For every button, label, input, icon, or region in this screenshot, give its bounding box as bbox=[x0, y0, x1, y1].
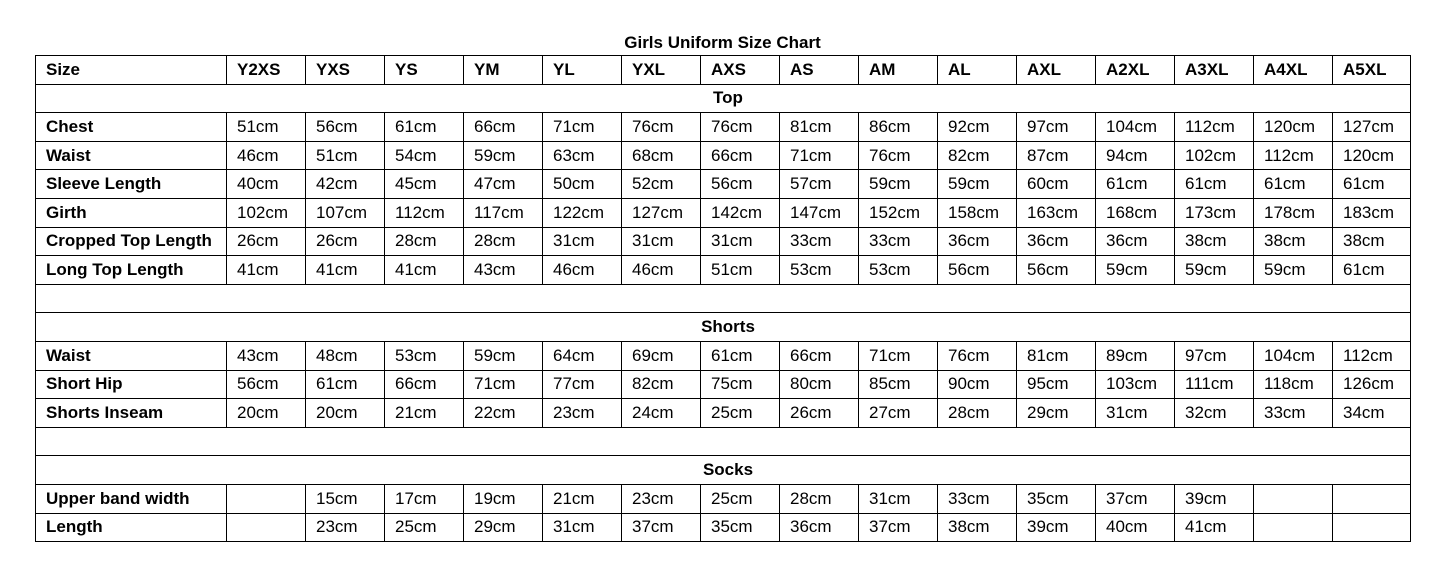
measurement-cell: 77cm bbox=[543, 370, 622, 399]
measurement-cell: 38cm bbox=[1175, 227, 1254, 256]
blank-cell bbox=[36, 284, 1411, 313]
measurement-cell: 50cm bbox=[543, 170, 622, 199]
measurement-cell: 27cm bbox=[859, 399, 938, 428]
measurement-cell: 28cm bbox=[780, 484, 859, 513]
size-chart-table bbox=[35, 55, 1411, 542]
measurement-cell: 36cm bbox=[780, 513, 859, 542]
blank-cell bbox=[36, 427, 1411, 456]
measurement-cell: 104cm bbox=[1254, 341, 1333, 370]
measurement-cell: 76cm bbox=[938, 341, 1017, 370]
measurement-cell: 76cm bbox=[622, 113, 701, 142]
measurement-cell bbox=[1254, 484, 1333, 513]
measurement-cell: 33cm bbox=[780, 227, 859, 256]
header-row bbox=[36, 56, 1411, 85]
measurement-cell: 95cm bbox=[1017, 370, 1096, 399]
size-header-cell: AXL bbox=[1017, 56, 1096, 85]
measurement-cell: 37cm bbox=[622, 513, 701, 542]
measurement-cell: 25cm bbox=[701, 484, 780, 513]
measurement-cell: 37cm bbox=[859, 513, 938, 542]
measurement-cell: 20cm bbox=[306, 399, 385, 428]
measurement-cell: 59cm bbox=[859, 170, 938, 199]
measurement-cell: 40cm bbox=[1096, 513, 1175, 542]
table-row bbox=[36, 370, 1411, 399]
measurement-cell: 41cm bbox=[1175, 513, 1254, 542]
measurement-cell: 61cm bbox=[1333, 170, 1411, 199]
measurement-cell: 71cm bbox=[543, 113, 622, 142]
measurement-cell: 22cm bbox=[464, 399, 543, 428]
measurement-cell: 120cm bbox=[1254, 113, 1333, 142]
measurement-cell: 68cm bbox=[622, 141, 701, 170]
measurement-cell: 76cm bbox=[859, 141, 938, 170]
measurement-cell: 66cm bbox=[464, 113, 543, 142]
table-row bbox=[36, 113, 1411, 142]
size-header-cell: A5XL bbox=[1333, 56, 1411, 85]
size-header-cell: YM bbox=[464, 56, 543, 85]
measurement-cell: 29cm bbox=[1017, 399, 1096, 428]
section-title: Top bbox=[36, 84, 1411, 113]
size-header-cell: YXS bbox=[306, 56, 385, 85]
measurement-cell: 64cm bbox=[543, 341, 622, 370]
section-title: Socks bbox=[36, 456, 1411, 485]
measurement-cell: 19cm bbox=[464, 484, 543, 513]
measurement-cell: 17cm bbox=[385, 484, 464, 513]
measurement-cell: 81cm bbox=[1017, 341, 1096, 370]
measurement-cell: 82cm bbox=[938, 141, 1017, 170]
measurement-cell: 32cm bbox=[1175, 399, 1254, 428]
measurement-cell: 43cm bbox=[227, 341, 306, 370]
measurement-cell: 56cm bbox=[306, 113, 385, 142]
measurement-cell: 127cm bbox=[1333, 113, 1411, 142]
measurement-cell: 142cm bbox=[701, 198, 780, 227]
measurement-cell: 75cm bbox=[701, 370, 780, 399]
table-row bbox=[36, 513, 1411, 542]
measurement-cell: 34cm bbox=[1333, 399, 1411, 428]
measurement-cell: 36cm bbox=[938, 227, 1017, 256]
measurement-cell: 127cm bbox=[622, 198, 701, 227]
measurement-cell: 112cm bbox=[1333, 341, 1411, 370]
measurement-cell bbox=[1333, 513, 1411, 542]
row-label: Waist bbox=[36, 141, 227, 170]
section-row bbox=[36, 456, 1411, 485]
measurement-cell: 102cm bbox=[227, 198, 306, 227]
measurement-cell: 57cm bbox=[780, 170, 859, 199]
measurement-cell: 21cm bbox=[385, 399, 464, 428]
measurement-cell: 36cm bbox=[1096, 227, 1175, 256]
size-header-cell: AS bbox=[780, 56, 859, 85]
size-header-cell: A4XL bbox=[1254, 56, 1333, 85]
measurement-cell: 97cm bbox=[1017, 113, 1096, 142]
measurement-cell: 31cm bbox=[543, 513, 622, 542]
size-header-cell: Y2XS bbox=[227, 56, 306, 85]
blank-row bbox=[36, 284, 1411, 313]
measurement-cell: 51cm bbox=[227, 113, 306, 142]
measurement-cell: 15cm bbox=[306, 484, 385, 513]
measurement-cell: 69cm bbox=[622, 341, 701, 370]
measurement-cell: 85cm bbox=[859, 370, 938, 399]
measurement-cell: 33cm bbox=[938, 484, 1017, 513]
measurement-cell: 41cm bbox=[306, 256, 385, 285]
measurement-cell: 71cm bbox=[780, 141, 859, 170]
measurement-cell: 117cm bbox=[464, 198, 543, 227]
row-label: Chest bbox=[36, 113, 227, 142]
measurement-cell: 178cm bbox=[1254, 198, 1333, 227]
measurement-cell: 97cm bbox=[1175, 341, 1254, 370]
measurement-cell: 35cm bbox=[701, 513, 780, 542]
measurement-cell: 63cm bbox=[543, 141, 622, 170]
table-row bbox=[36, 484, 1411, 513]
measurement-cell: 21cm bbox=[543, 484, 622, 513]
measurement-cell: 59cm bbox=[1096, 256, 1175, 285]
chart-title: Girls Uniform Size Chart bbox=[624, 33, 821, 52]
measurement-cell: 122cm bbox=[543, 198, 622, 227]
measurement-cell: 56cm bbox=[1017, 256, 1096, 285]
measurement-cell: 59cm bbox=[938, 170, 1017, 199]
measurement-cell: 61cm bbox=[701, 341, 780, 370]
measurement-cell: 81cm bbox=[780, 113, 859, 142]
row-label: Shorts Inseam bbox=[36, 399, 227, 428]
measurement-cell: 54cm bbox=[385, 141, 464, 170]
measurement-cell: 90cm bbox=[938, 370, 1017, 399]
measurement-cell: 31cm bbox=[622, 227, 701, 256]
measurement-cell: 147cm bbox=[780, 198, 859, 227]
measurement-cell: 112cm bbox=[1254, 141, 1333, 170]
measurement-cell: 38cm bbox=[1254, 227, 1333, 256]
measurement-cell: 66cm bbox=[385, 370, 464, 399]
measurement-cell: 61cm bbox=[1096, 170, 1175, 199]
measurement-cell: 163cm bbox=[1017, 198, 1096, 227]
measurement-cell: 120cm bbox=[1333, 141, 1411, 170]
measurement-cell: 26cm bbox=[306, 227, 385, 256]
measurement-cell: 76cm bbox=[701, 113, 780, 142]
measurement-cell: 31cm bbox=[1096, 399, 1175, 428]
measurement-cell: 52cm bbox=[622, 170, 701, 199]
measurement-cell: 43cm bbox=[464, 256, 543, 285]
measurement-cell: 56cm bbox=[701, 170, 780, 199]
measurement-cell: 38cm bbox=[938, 513, 1017, 542]
section-title: Shorts bbox=[36, 313, 1411, 342]
table-row bbox=[36, 341, 1411, 370]
measurement-cell: 168cm bbox=[1096, 198, 1175, 227]
table-row bbox=[36, 170, 1411, 199]
measurement-cell: 118cm bbox=[1254, 370, 1333, 399]
measurement-cell: 20cm bbox=[227, 399, 306, 428]
size-column-header: Size bbox=[36, 56, 227, 85]
measurement-cell: 47cm bbox=[464, 170, 543, 199]
measurement-cell: 102cm bbox=[1175, 141, 1254, 170]
table-row bbox=[36, 256, 1411, 285]
measurement-cell: 23cm bbox=[543, 399, 622, 428]
measurement-cell: 29cm bbox=[464, 513, 543, 542]
measurement-cell: 94cm bbox=[1096, 141, 1175, 170]
size-header-cell: YL bbox=[543, 56, 622, 85]
size-header-cell: AXS bbox=[701, 56, 780, 85]
measurement-cell: 107cm bbox=[306, 198, 385, 227]
row-label: Upper band width bbox=[36, 484, 227, 513]
measurement-cell: 59cm bbox=[1254, 256, 1333, 285]
row-label: Short Hip bbox=[36, 370, 227, 399]
measurement-cell: 173cm bbox=[1175, 198, 1254, 227]
measurement-cell: 61cm bbox=[306, 370, 385, 399]
measurement-cell: 26cm bbox=[227, 227, 306, 256]
measurement-cell: 42cm bbox=[306, 170, 385, 199]
measurement-cell: 111cm bbox=[1175, 370, 1254, 399]
row-label: Length bbox=[36, 513, 227, 542]
measurement-cell: 28cm bbox=[938, 399, 1017, 428]
size-header-cell: AM bbox=[859, 56, 938, 85]
row-label: Cropped Top Length bbox=[36, 227, 227, 256]
measurement-cell: 38cm bbox=[1333, 227, 1411, 256]
measurement-cell: 61cm bbox=[1175, 170, 1254, 199]
measurement-cell: 53cm bbox=[780, 256, 859, 285]
measurement-cell: 61cm bbox=[385, 113, 464, 142]
measurement-cell: 33cm bbox=[1254, 399, 1333, 428]
measurement-cell: 40cm bbox=[227, 170, 306, 199]
blank-row bbox=[36, 427, 1411, 456]
measurement-cell: 71cm bbox=[464, 370, 543, 399]
measurement-cell: 71cm bbox=[859, 341, 938, 370]
measurement-cell: 158cm bbox=[938, 198, 1017, 227]
measurement-cell: 112cm bbox=[385, 198, 464, 227]
measurement-cell: 23cm bbox=[306, 513, 385, 542]
measurement-cell: 86cm bbox=[859, 113, 938, 142]
measurement-cell: 39cm bbox=[1175, 484, 1254, 513]
section-row bbox=[36, 84, 1411, 113]
measurement-cell: 28cm bbox=[385, 227, 464, 256]
measurement-cell: 60cm bbox=[1017, 170, 1096, 199]
measurement-cell: 53cm bbox=[385, 341, 464, 370]
measurement-cell: 61cm bbox=[1254, 170, 1333, 199]
measurement-cell: 31cm bbox=[859, 484, 938, 513]
measurement-cell: 82cm bbox=[622, 370, 701, 399]
measurement-cell: 51cm bbox=[701, 256, 780, 285]
measurement-cell: 59cm bbox=[1175, 256, 1254, 285]
measurement-cell: 56cm bbox=[227, 370, 306, 399]
row-label: Sleeve Length bbox=[36, 170, 227, 199]
measurement-cell bbox=[1254, 513, 1333, 542]
row-label: Girth bbox=[36, 198, 227, 227]
size-header-cell: YS bbox=[385, 56, 464, 85]
measurement-cell: 46cm bbox=[622, 256, 701, 285]
measurement-cell: 31cm bbox=[701, 227, 780, 256]
measurement-cell: 41cm bbox=[385, 256, 464, 285]
measurement-cell: 46cm bbox=[543, 256, 622, 285]
size-header-cell: A3XL bbox=[1175, 56, 1254, 85]
measurement-cell: 28cm bbox=[464, 227, 543, 256]
measurement-cell: 87cm bbox=[1017, 141, 1096, 170]
measurement-cell: 23cm bbox=[622, 484, 701, 513]
size-header-cell: AL bbox=[938, 56, 1017, 85]
measurement-cell: 152cm bbox=[859, 198, 938, 227]
measurement-cell: 25cm bbox=[385, 513, 464, 542]
measurement-cell bbox=[227, 484, 306, 513]
measurement-cell: 103cm bbox=[1096, 370, 1175, 399]
measurement-cell: 92cm bbox=[938, 113, 1017, 142]
measurement-cell: 112cm bbox=[1175, 113, 1254, 142]
measurement-cell: 89cm bbox=[1096, 341, 1175, 370]
measurement-cell: 45cm bbox=[385, 170, 464, 199]
measurement-cell: 56cm bbox=[938, 256, 1017, 285]
measurement-cell: 61cm bbox=[1333, 256, 1411, 285]
measurement-cell: 24cm bbox=[622, 399, 701, 428]
measurement-cell: 59cm bbox=[464, 341, 543, 370]
measurement-cell: 33cm bbox=[859, 227, 938, 256]
measurement-cell: 104cm bbox=[1096, 113, 1175, 142]
measurement-cell: 126cm bbox=[1333, 370, 1411, 399]
measurement-cell: 26cm bbox=[780, 399, 859, 428]
size-header-cell: YXL bbox=[622, 56, 701, 85]
measurement-cell: 46cm bbox=[227, 141, 306, 170]
measurement-cell: 66cm bbox=[780, 341, 859, 370]
measurement-cell: 36cm bbox=[1017, 227, 1096, 256]
row-label: Waist bbox=[36, 341, 227, 370]
measurement-cell: 31cm bbox=[543, 227, 622, 256]
size-header-cell: A2XL bbox=[1096, 56, 1175, 85]
measurement-cell: 53cm bbox=[859, 256, 938, 285]
measurement-cell: 183cm bbox=[1333, 198, 1411, 227]
measurement-cell: 66cm bbox=[701, 141, 780, 170]
table-row bbox=[36, 227, 1411, 256]
table-row bbox=[36, 399, 1411, 428]
measurement-cell bbox=[1333, 484, 1411, 513]
measurement-cell: 25cm bbox=[701, 399, 780, 428]
measurement-cell: 35cm bbox=[1017, 484, 1096, 513]
section-row bbox=[36, 313, 1411, 342]
measurement-cell: 41cm bbox=[227, 256, 306, 285]
measurement-cell: 59cm bbox=[464, 141, 543, 170]
row-label: Long Top Length bbox=[36, 256, 227, 285]
measurement-cell: 48cm bbox=[306, 341, 385, 370]
measurement-cell: 51cm bbox=[306, 141, 385, 170]
measurement-cell: 37cm bbox=[1096, 484, 1175, 513]
measurement-cell: 39cm bbox=[1017, 513, 1096, 542]
table-row bbox=[36, 141, 1411, 170]
table-row bbox=[36, 198, 1411, 227]
measurement-cell: 80cm bbox=[780, 370, 859, 399]
measurement-cell bbox=[227, 513, 306, 542]
